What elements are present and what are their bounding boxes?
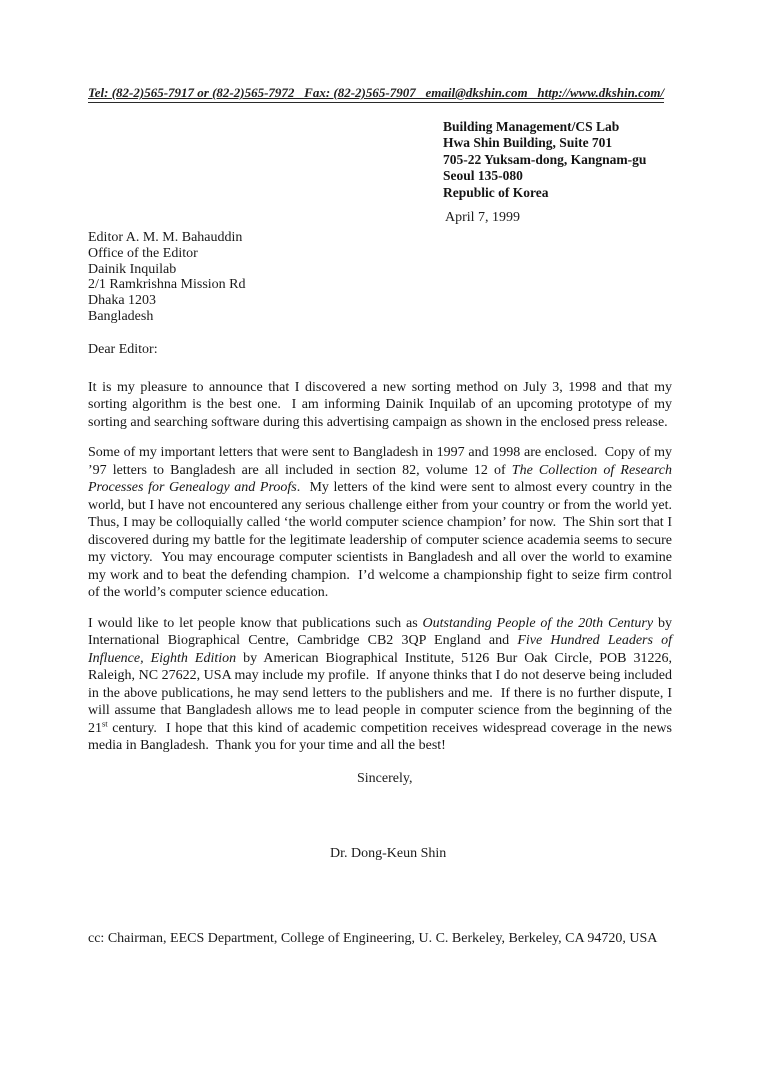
text-segment: century. I hope that this kind of academic competition receives widespread coverage in the news media in Bangladesh. Thank you for your time and all the best!	[88, 720, 676, 754]
recipient-address-line: Office of the Editor	[88, 245, 198, 261]
sender-address-line: Hwa Shin Building, Suite 701	[443, 135, 613, 151]
closing: Sincerely,	[357, 770, 413, 786]
header-contact-row	[88, 84, 672, 103]
recipient-address-line: Dainik Inquilab	[88, 261, 177, 277]
sender-address-block	[443, 119, 672, 201]
recipient-address-line: Bangladesh	[88, 309, 154, 325]
sender-address-line: Seoul 135-080	[443, 168, 523, 184]
signature-name: Dr. Dong-Keun Shin	[330, 845, 447, 861]
sender-address-line: Building Management/CS Lab	[443, 119, 620, 134]
text-segment: Outstanding People of the 20th Century	[422, 615, 654, 631]
date: April 7, 1999	[445, 210, 521, 226]
sender-address-line: Republic of Korea	[443, 184, 549, 200]
paragraph	[88, 444, 679, 602]
text-segment: . My letters of the kind were sent to almost every country in the world, but I have not encountered any serious challenge either from your country or from the world yet. Thus, I may be colloquially called ‘the world computer science champion’ for now. The Shin sort that I discovered during my battle for the legitimate leadership of computer science academia seems to secure my victory. You may encourage computer scientists in Bangladesh and all over the world to examine my work and to beat the defending champion. I’d welcome a championship fight to seize firm control of the world’s computer science education.	[88, 480, 679, 601]
text-segment: Some of my important letters that were sent to Bangladesh in 1997 and 1998 are enclosed. Copy of my ’97 letters to Bangladesh are all included in section 82, volume 12 of	[88, 445, 676, 478]
paragraph	[88, 615, 676, 755]
letter-body	[88, 379, 679, 755]
contact-line: Tel: (82-2)565-7917 or (82-2)565-7972 Fax: (82-2)565-7907 email@dkshin.com http://www.dkshin.com/	[88, 85, 664, 103]
sender-address-line: 705-22 Yuksam-dong, Kangnam-gu	[443, 151, 647, 167]
recipient-address-line: Editor A. M. M. Bahauddin	[88, 230, 243, 246]
text-segment: The Collection of Research Processes for Genealogy and Proofs	[88, 462, 676, 496]
recipient-address-block	[88, 230, 672, 325]
text-segment: Five Hundred Leaders of Influence, Eighth Edition	[88, 633, 676, 666]
text-segment: It is my pleasure to announce that I discovered a new sorting method on July 3, 1998 and that my sorting algorithm is the best one. I am informing Dainik Inquilab of an upcoming prototype of my sorting and searching software during this advertising campaign as shown in the enclosed press release.	[88, 379, 676, 430]
text-segment: st	[102, 718, 108, 729]
text-segment: by International Biographical Centre, Cambridge CB2 3QP England and	[88, 615, 676, 649]
paragraph	[88, 379, 676, 432]
cc-line: cc: Chairman, EECS Department, College of Engineering, U. C. Berkeley, Berkeley, CA 94720, USA	[88, 930, 658, 946]
recipient-address-line: Dhaka 1203	[88, 293, 157, 309]
text-segment: I would like to let people know that publications such as	[88, 615, 423, 631]
recipient-address-line: 2/1 Ramkrishna Mission Rd	[88, 277, 246, 293]
salutation: Dear Editor:	[88, 341, 158, 357]
text-segment: by American Biographical Institute, 5126 Bur Oak Circle, POB 31226, Raleigh, NC 27622, USA may include my profile. If anyone thinks that I do not deserve being included in the above publications, he may send letters to the publishers and me. If there is no further dispute, I will assume that Bangladesh allows me to lead people in computer science from the beginning of the 21	[88, 650, 676, 736]
